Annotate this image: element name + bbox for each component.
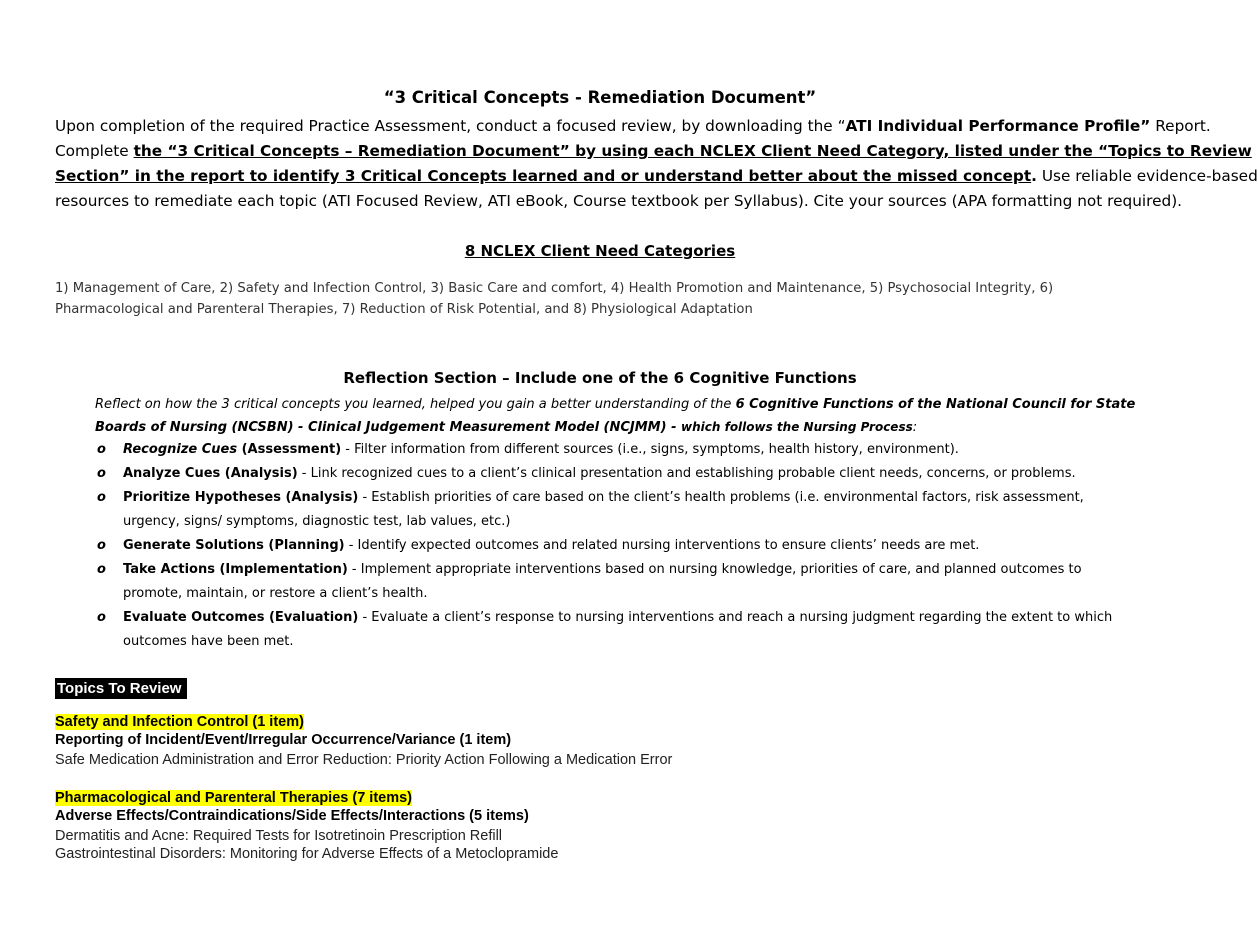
topic-item: Dermatitis and Acne: Required Tests for Isotretinoin Prescription Refill <box>55 828 503 844</box>
bullet-marker: o <box>97 466 106 481</box>
bullet-description: - Identify expected outcomes and related nursing interventions to ensure clients’ needs are met. <box>344 538 980 553</box>
bullet-continuation: urgency, signs/ symptoms, diagnostic test, lab values, etc.) <box>123 514 511 529</box>
bullet-marker: o <box>97 562 106 577</box>
bullet-continuation: outcomes have been met. <box>123 634 294 649</box>
bullet-label: Generate Solutions (Planning) <box>123 538 345 553</box>
bullet-description: - Implement appropriate interventions based on nursing knowledge, priorities of care, and planned outcomes to <box>347 562 1082 577</box>
bullet-continuation: promote, maintain, or restore a client’s health. <box>123 586 428 601</box>
topic-group-safety <box>55 711 672 769</box>
intro-emphasis: Section” in the report to identify 3 Critical Concepts learned and or understand better about the missed concept <box>55 167 1032 185</box>
reflection-line-1 <box>95 394 1135 416</box>
bullet-text <box>123 606 1112 630</box>
intro-line-3 <box>55 164 1258 189</box>
topic-item: Gastrointestinal Disorders: Monitoring for Adverse Effects of a Metoclopramide <box>55 846 559 862</box>
bullet-label: Analyze Cues (Analysis) <box>123 466 298 481</box>
topic-category: Safety and Infection Control (1 item) <box>55 714 304 730</box>
categories-line-1: 1) Management of Care, 2) Safety and Infection Control, 3) Basic Care and comfort, 4) Health Promotion and Maintenance, 5) Psychosocial Integrity, 6) <box>55 281 1054 296</box>
bullet-marker: o <box>97 442 106 457</box>
report-name: ATI Individual Performance Profile” <box>845 117 1151 135</box>
bullet-marker: o <box>97 490 106 505</box>
bullet-label: Prioritize Hypotheses (Analysis) <box>123 490 359 505</box>
bullet-text <box>123 462 1076 486</box>
reflection-emphasis: 6 Cognitive Functions of the National Council for State <box>735 397 1136 412</box>
reflection-line-2 <box>95 416 917 439</box>
topic-subcategory: Reporting of Incident/Event/Irregular Occurrence/Variance (1 item) <box>55 732 512 748</box>
topic-subcategory: Adverse Effects/Contraindications/Side Effects/Interactions (5 items) <box>55 808 529 824</box>
bullet-description: - Filter information from different sources (i.e., signs, symptoms, health history, environment). <box>341 442 959 457</box>
reflection-text: Reflect on how the 3 critical concepts you learned, helped you gain a better understanding of the <box>95 397 736 412</box>
intro-line-1 <box>55 114 1211 139</box>
bullet-marker: o <box>97 610 106 625</box>
topics-header: Topics To Review <box>55 678 187 699</box>
bullet-label: Recognize Cues <box>123 442 238 457</box>
intro-text: Use reliable evidence-based <box>1036 167 1258 185</box>
reflection-text: : <box>912 420 918 435</box>
bullet-label: Take Actions (Implementation) <box>123 562 348 577</box>
reflection-heading: Reflection Section – Include one of the 6 Cognitive Functions <box>343 369 857 387</box>
bullet-description: - Link recognized cues to a client’s clinical presentation and establishing probable client needs, concerns, or problems. <box>297 466 1076 481</box>
bullet-text <box>123 534 979 558</box>
bullet-text <box>123 486 1084 510</box>
bullet-description: - Evaluate a client’s response to nursing interventions and reach a nursing judgment regarding the extent to which <box>358 610 1113 625</box>
intro-period: . <box>1031 167 1037 185</box>
intro-text: Report. <box>1150 117 1211 135</box>
categories-line-2: Pharmacological and Parenteral Therapies, 7) Reduction of Risk Potential, and 8) Physiological Adaptation <box>55 302 753 317</box>
bullet-text <box>123 558 1082 582</box>
bullet-description: - Establish priorities of care based on the client’s health problems (i.e. environmental factors, risk assessment, <box>358 490 1084 505</box>
categories-heading: 8 NCLEX Client Need Categories <box>464 242 736 260</box>
intro-text: Complete <box>55 142 134 160</box>
bullet-text <box>123 438 959 462</box>
bullet-label: (Assessment) <box>237 442 342 457</box>
topic-item: Safe Medication Administration and Error Reduction: Priority Action Following a Medication Error <box>55 752 673 768</box>
document-title: “3 Critical Concepts - Remediation Document” <box>383 88 817 107</box>
intro-text: Upon completion of the required Practice Assessment, conduct a focused review, by downloading the “ <box>55 117 846 135</box>
bullet-label: Evaluate Outcomes (Evaluation) <box>123 610 359 625</box>
topic-category: Pharmacological and Parenteral Therapies (7 items) <box>55 790 412 806</box>
intro-line-4: resources to remediate each topic (ATI Focused Review, ATI eBook, Course textbook per Syllabus). Cite your sources (APA formatting not required). <box>55 192 1183 210</box>
reflection-emphasis: which follows the Nursing Process <box>681 420 913 434</box>
intro-line-2 <box>55 139 1252 164</box>
bullet-marker: o <box>97 538 106 553</box>
reflection-emphasis: Boards of Nursing (NCSBN) - Clinical Judgement Measurement Model (NCJMM) - <box>95 420 682 435</box>
topic-group-pharmacological <box>55 787 558 863</box>
intro-emphasis: the “3 Critical Concepts – Remediation Document” by using each NCLEX Client Need Category, listed under the “Topics to Review <box>133 142 1252 160</box>
